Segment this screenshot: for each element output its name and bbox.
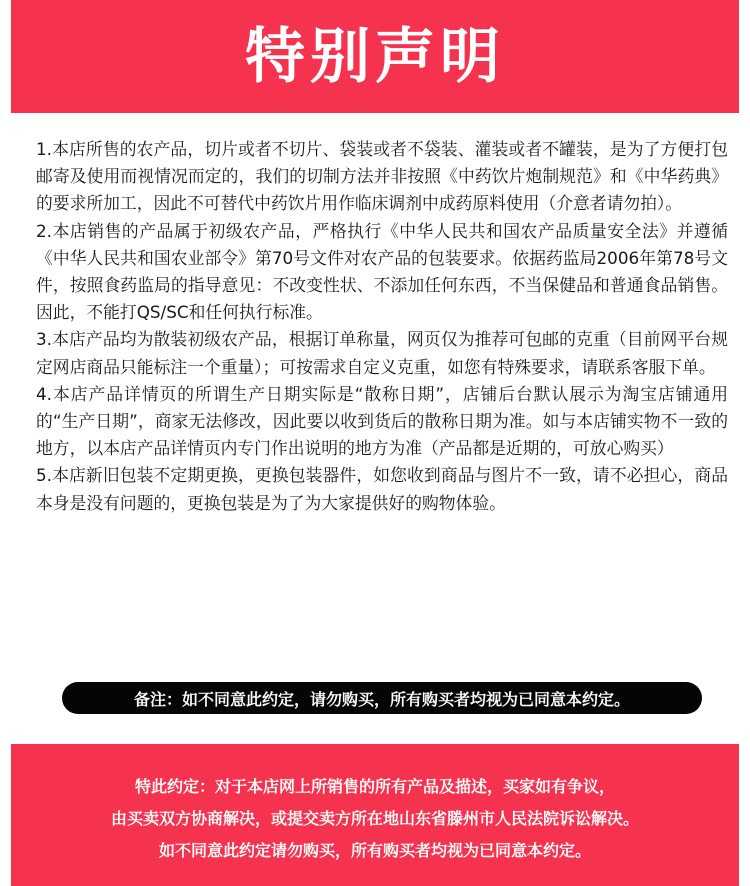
- notice-body: [36, 136, 728, 517]
- notice-paragraph-3: 3.本店产品均为散装初级农产品，根据订单称量，网页仅为推荐可包邮的克重（目前网平台规定网店商品只能标注一个重量）；可按需求自定义克重，如您有特殊要求，请联系客服下单。: [36, 329, 728, 377]
- note-bar: [62, 682, 702, 714]
- footer-line-1: 特此约定：对于本店网上所销售的所有产品及描述，买家如有争议，: [134, 777, 615, 796]
- footer-text-block: [11, 771, 739, 867]
- notice-paragraph-5: 5.本店新旧包装不定期更换，更换包装器件，如您收到商品与图片不一致，请不必担心，商品本身是没有问题的，更换包装是为了为大家提供好的购物体验。: [36, 465, 728, 513]
- note-bar-text: 备注：如不同意此约定，请勿购买，所有购买者均视为已同意本约定。: [133, 689, 630, 709]
- page-title: 特别声明: [245, 21, 505, 92]
- notice-paragraph-2: 2.本店销售的产品属于初级农产品，严格执行《中华人民共和国农产品质量安全法》并遵循《中华人民共和国农业部令》第70号文件对农产品的包装要求。依据药监局2006年第78号文件，按照食药监局的指导意见：不改变性状、不添加任何东西，不当保健品和普通食品销售。因此，不能打QS/SC和任何执行标准。: [36, 220, 728, 323]
- title-banner: [11, 0, 739, 113]
- notice-paragraph-4: 4.本店产品详情页的所谓生产日期实际是“散称日期”，店铺后台默认展示为淘宝店铺通用的“生产日期”，商家无法修改，因此要以收到货后的散称日期为准。如与本店铺实物不一致的地方，以本店产品详情页内专门作出说明的地方为准（产品都是近期的，可放心购买）: [36, 383, 728, 459]
- notice-paragraph-1: 1.本店所售的农产品，切片或者不切片、袋装或者不袋装、灌装或者不罐装，是为了方便打包邮寄及使用而视情况而定的，我们的切制方法并非按照《中药饮片炮制规范》和《中华药典》的要求所加工，因此不可替代中药饮片用作临床调剂中成药原料使用（介意者请勿拍）。: [36, 139, 728, 214]
- footer-line-2: 由买卖双方协商解决，或提交卖方所在地山东省滕州市人民法院诉讼解决。: [110, 809, 639, 828]
- footer-line-3: 如不同意此约定请勿购买，所有购买者均视为已同意本约定。: [158, 841, 591, 860]
- footer-banner: [11, 744, 739, 886]
